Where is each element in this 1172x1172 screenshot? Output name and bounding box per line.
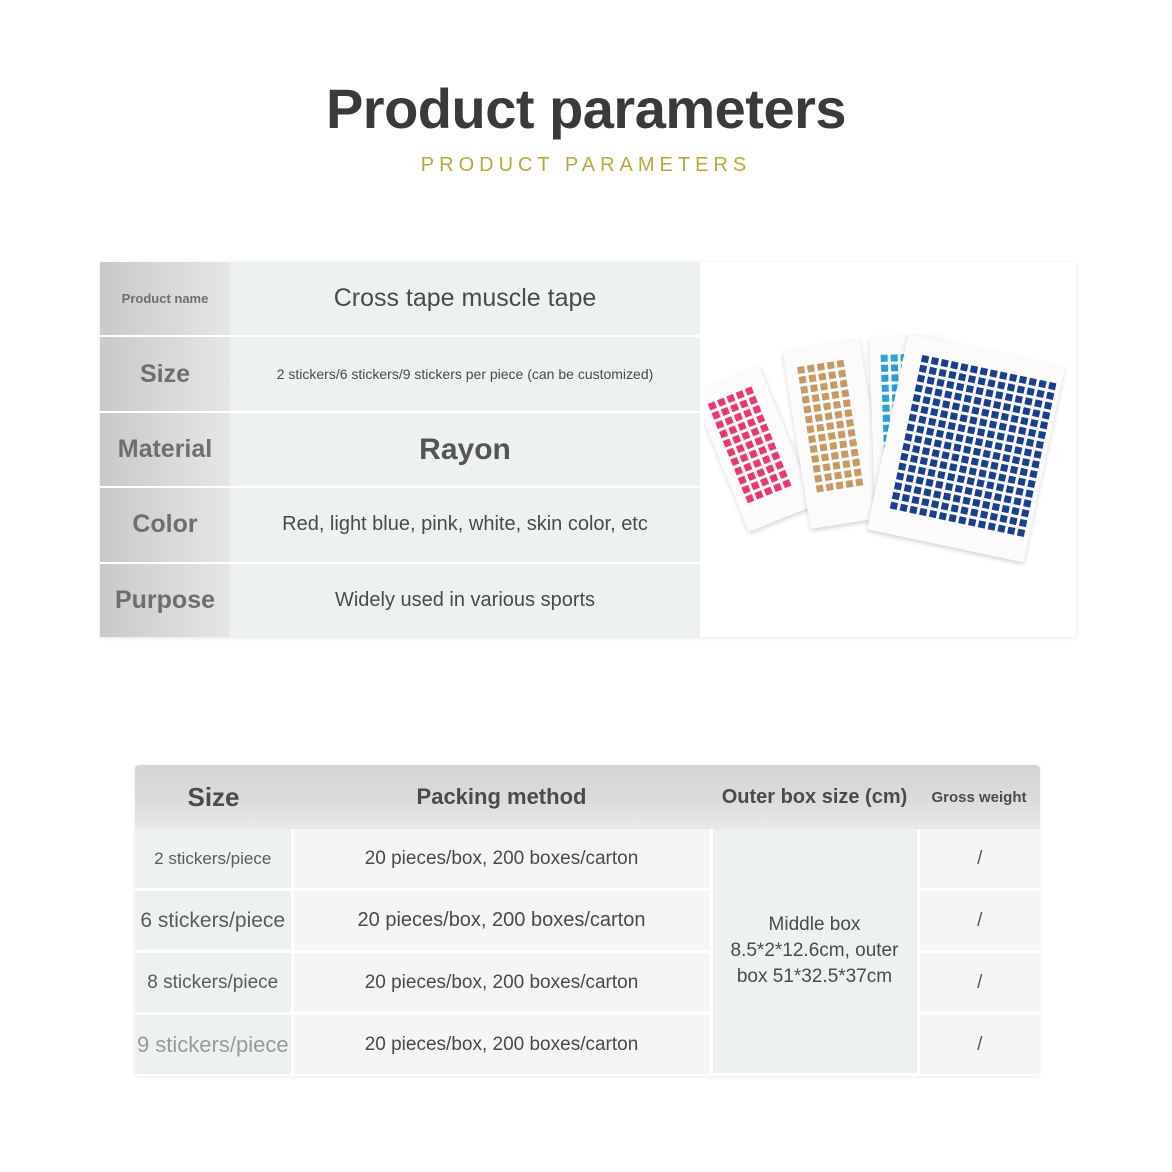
col-header-gross-weight: Gross weight [918, 765, 1040, 829]
table-header-row [135, 765, 1040, 829]
packing-table [135, 765, 1040, 1076]
tape-stage [704, 262, 1076, 637]
spec-value: Widely used in various sports [230, 564, 700, 637]
cell-size: 2 stickers/piece [135, 829, 292, 890]
col-header-packing: Packing method [292, 765, 711, 829]
spec-row-size [100, 337, 700, 412]
tape-grid-beige [797, 360, 863, 493]
spec-value: 2 stickers/6 stickers/9 stickers per piece (can be customized) [230, 337, 700, 410]
cell-gross: / [918, 1014, 1040, 1075]
spec-label: Size [100, 337, 230, 410]
cell-gross: / [918, 829, 1040, 890]
page-title: Product parameters [325, 77, 847, 140]
spec-value: Red, light blue, pink, white, skin color, etc [230, 488, 700, 561]
cell-gross: / [918, 890, 1040, 952]
cell-gross: / [918, 952, 1040, 1014]
spec-label: Purpose [100, 564, 230, 637]
tape-grid-pink [708, 386, 792, 503]
spec-row-material [100, 413, 700, 488]
tape-grid-dark-blue [890, 355, 1057, 537]
cell-packing: 20 pieces/box, 200 boxes/carton [292, 1014, 711, 1075]
spec-value: Cross tape muscle tape [230, 262, 700, 335]
packing-panel [135, 765, 1040, 1076]
page-subtitle: PRODUCT PARAMETERS [420, 153, 752, 176]
spec-value: Rayon [230, 413, 700, 486]
cell-packing: 20 pieces/box, 200 boxes/carton [292, 890, 711, 952]
spec-label: Product name [100, 262, 230, 335]
col-header-size: Size [135, 765, 292, 829]
table-row [135, 829, 1040, 890]
cell-packing: 20 pieces/box, 200 boxes/carton [292, 829, 711, 890]
col-header-outer-box: Outer box size (cm) [711, 765, 918, 829]
spec-row-product-name [100, 262, 700, 337]
product-spec-panel [100, 262, 1076, 637]
cell-size: 8 stickers/piece [135, 952, 292, 1014]
cell-size: 9 stickers/piece [135, 1014, 292, 1075]
product-spec-table [100, 262, 700, 637]
spec-label: Color [100, 488, 230, 561]
spec-row-purpose [100, 564, 700, 637]
cell-packing: 20 pieces/box, 200 boxes/carton [292, 952, 711, 1014]
cell-size: 6 stickers/piece [135, 890, 292, 952]
cell-outer-box: Middle box 8.5*2*12.6cm, outer box 51*32.5*37cm [711, 829, 918, 1074]
page-header [0, 0, 1172, 177]
spec-label: Material [100, 413, 230, 486]
spec-row-color [100, 488, 700, 563]
product-image [704, 262, 1076, 637]
